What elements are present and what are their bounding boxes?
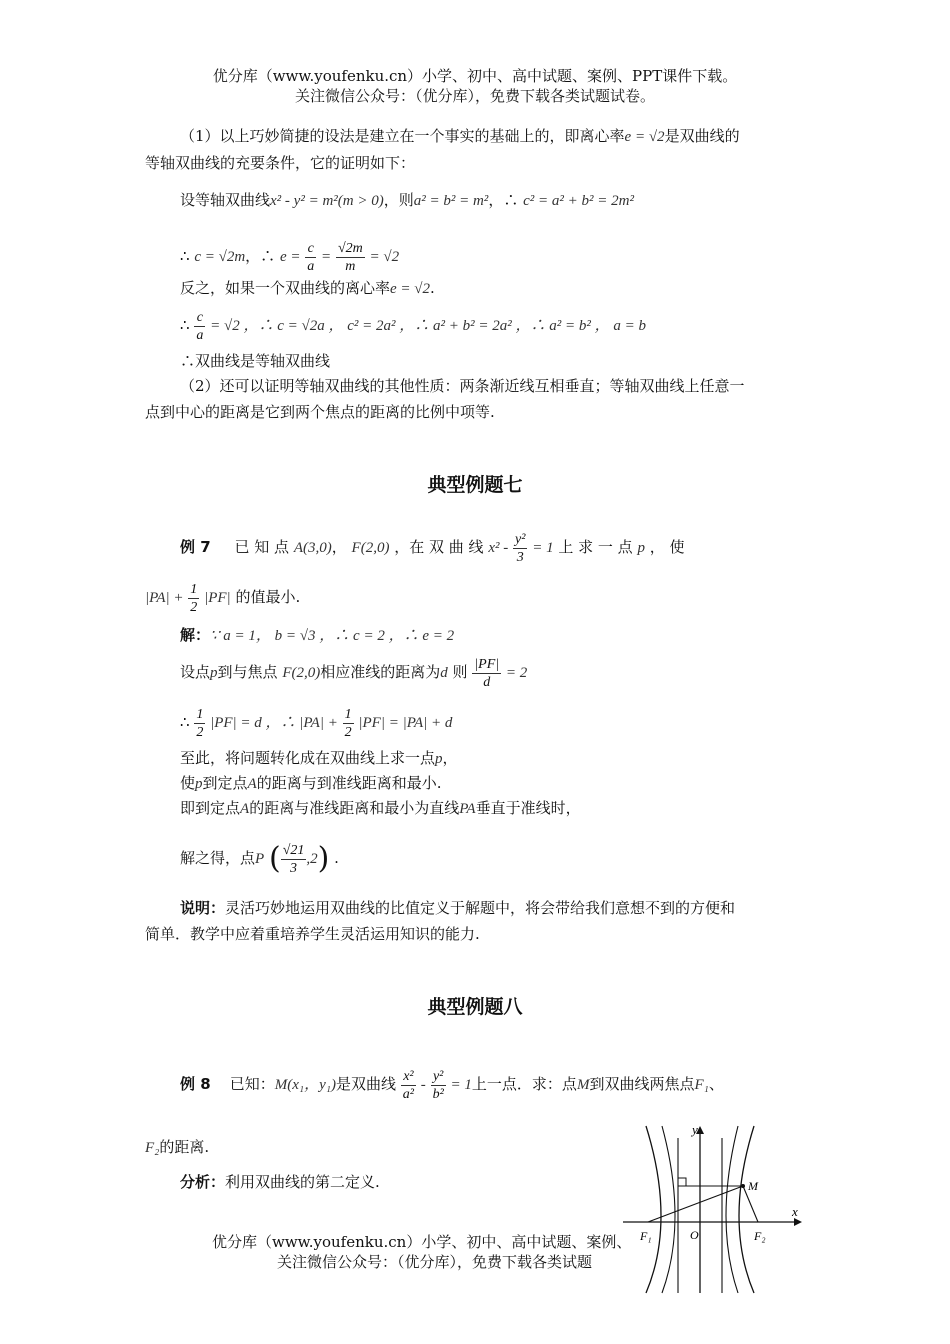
focus-F1-label: F₁ <box>640 1229 652 1243</box>
intro-paragraph-2: （2）还可以证明等轴双曲线的其他性质：两条渐近线互相垂直；等轴双曲线上任意一 <box>180 377 745 395</box>
analysis-line: 分析：利用双曲线的第二定义. <box>180 1173 380 1191</box>
solution-line-5: 使p到定点A的距离与到准线距离和最小. <box>180 774 442 792</box>
point-M-label: M <box>748 1179 758 1193</box>
line-F1-to-M <box>648 1186 743 1222</box>
hyperbola-figure <box>618 1118 808 1298</box>
footer-line-1: 优分库（www.youfenku.cn）小学、初中、高中试题、案例、 <box>212 1233 632 1251</box>
origin-label: O <box>690 1228 699 1242</box>
intro-paragraph-1-cont: 等轴双曲线的充要条件，它的证明如下： <box>145 154 416 172</box>
solution-line-1: 解：∵ a = 1， b = √3 ，∴ c = 2 ，∴ e = 2 <box>180 626 455 644</box>
example-8-question-cont: F₂的距离. <box>145 1138 210 1156</box>
section-8-title: 典型例题八 <box>427 996 523 1018</box>
set-equation-line: 设等轴双曲线x² - y² = m²(m > 0)，则a² = b² = m²，∴ c² = a² + b² = 2m² <box>180 191 634 209</box>
hyperbola-right-branch <box>739 1126 754 1293</box>
hyperbola-right-inner-branch <box>726 1126 738 1293</box>
section-7-title: 典型例题七 <box>427 474 523 496</box>
intro-paragraph-1: （1）以上巧妙简捷的设法是建立在一个事实的基础上的，即离心率e = √2是双曲线的 <box>180 127 740 145</box>
header-line-2: 关注微信公众号：（优分库），免费下载各类试题试卷。 <box>294 87 655 105</box>
x-axis-label: x <box>792 1204 798 1219</box>
right-angle-mark <box>678 1178 686 1186</box>
solution-line-2: 设点p到与焦点 F(2,0)相应准线的距离为d 则 $\frac{|PF|}{d}$ = 2 <box>180 656 528 690</box>
hyperbola-left-branch <box>646 1126 661 1293</box>
example-7-question: 例 7 已 知 点 A(3,0)， F(2,0) ，在 双 曲 线 x² - $\frac{\text{y²}}{3}$ = 1 上 求 一 点 p ， 使 <box>180 531 685 565</box>
solution-line-6: 即到定点A的距离与准线距离和最小为直线PA垂直于准线时， <box>180 799 581 817</box>
eccentricity-derivation: ∴ c = √2m，∴ e = $\frac{c}{a}$ = $\frac{√2m}{m}$ = √2 <box>180 240 400 274</box>
converse-line: 反之，如果一个双曲线的离心率e = √2. <box>180 279 435 297</box>
solution-line-3: ∴ $\frac{1}{2}$ |PF| = d ，∴ |PA| + $\frac{1}{2}$ |PF| = |PA| + d <box>180 706 453 740</box>
converse-derivation: ∴ $\frac{c}{a}$ = √2 ，∴ c = √2a ， c² = 2a² ，∴ a² + b² = 2a² ，∴ a² = b² ， a = b <box>180 309 646 343</box>
note-line-2: 简单．教学中应着重培养学生灵活运用知识的能力. <box>145 925 480 943</box>
y-axis-label: y <box>692 1122 698 1137</box>
footer-line-2: 关注微信公众号：（优分库），免费下载各类试题 <box>277 1253 593 1271</box>
intro-paragraph-2-cont: 点到中心的距离是它到两个焦点的距离的比例中项等. <box>145 403 495 421</box>
note-line-1: 说明：灵活巧妙地运用双曲线的比值定义于解题中，将会带给我们意想不到的方便和 <box>180 899 736 917</box>
hyperbola-left-inner-branch <box>662 1126 675 1293</box>
solution-line-4: 至此，将问题转化成在双曲线上求一点p， <box>180 749 458 767</box>
header-line-1: 优分库（www.youfenku.cn）小学、初中、高中试题、案例、PPT课件下载。 <box>212 67 738 85</box>
conclusion-line: ∴双曲线是等轴双曲线 <box>180 352 331 370</box>
point-M <box>741 1184 745 1188</box>
example-8-question: 例 8 已知：M(x₁，y₁)是双曲线 $\frac{\text{x²}}{\text{a²}}$ - $\frac{\text{y²}}{\text{b²}}$ = 1上一点．求：点M到双曲线两焦点F₁、 <box>180 1068 724 1102</box>
focus-F2-label: F₂ <box>754 1229 766 1243</box>
example-7-question-cont: |PA| + $\frac{1}{2}$ |PF| 的值最小. <box>145 581 301 615</box>
x-axis-arrow-icon <box>794 1218 802 1226</box>
solution-result: 解之得，点P ( $\frac{√21}{3}$ ,2) . <box>180 841 339 876</box>
